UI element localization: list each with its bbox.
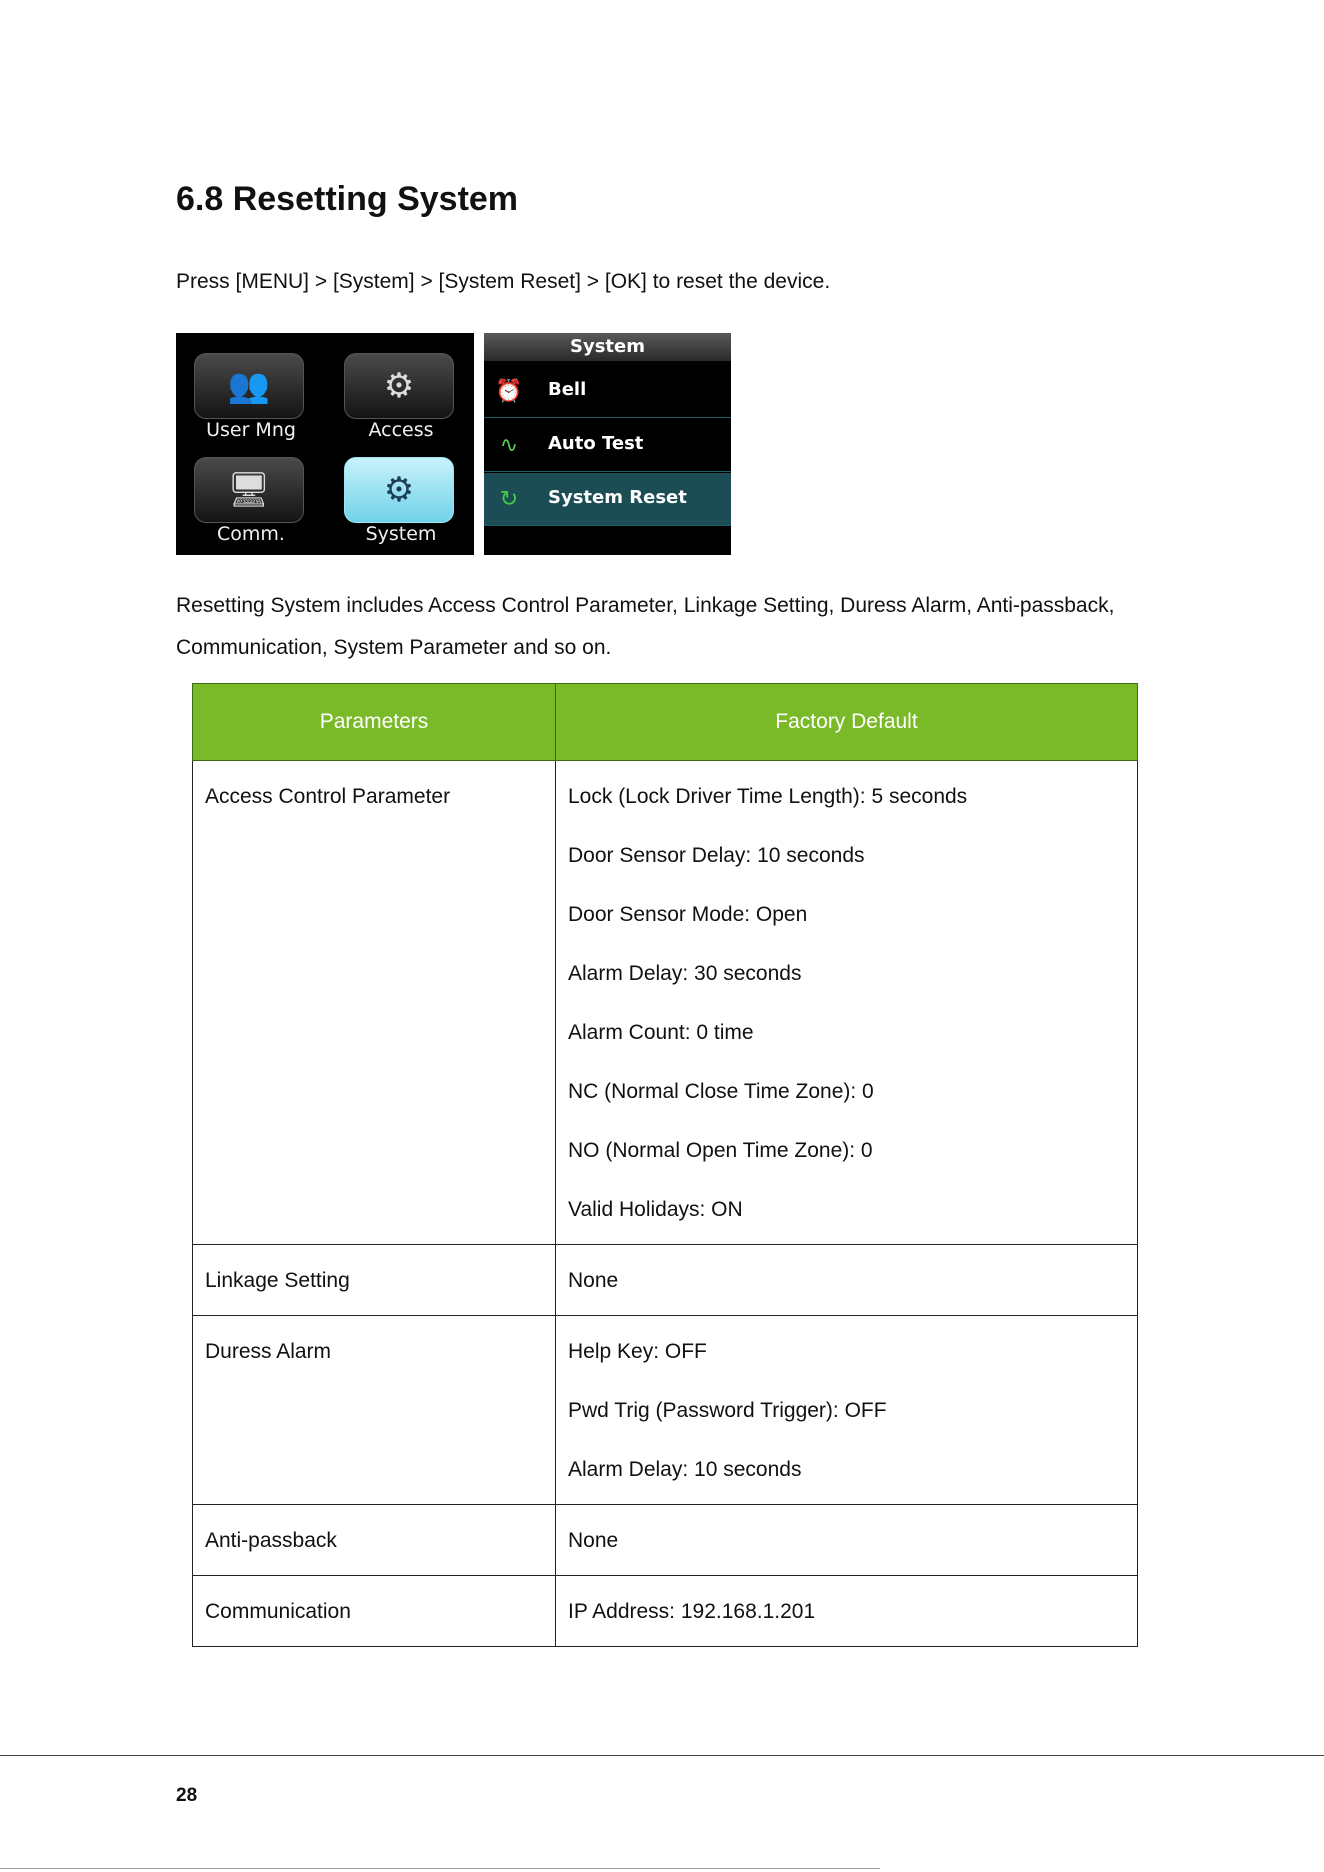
system-menu-title: System (484, 333, 731, 361)
parameter-cell: Communication (193, 1576, 556, 1647)
gear-icon: ⚙ (344, 457, 454, 523)
table-row (193, 1505, 1138, 1576)
table-header-row (193, 684, 1138, 761)
parameter-cell: Duress Alarm (193, 1316, 556, 1505)
main-menu-screenshot (176, 333, 474, 555)
alarm-clock-icon: ⏰ (495, 378, 523, 403)
system-menu-item-label: Bell (548, 379, 587, 400)
factory-defaults-table (192, 683, 1138, 1647)
default-value: Valid Holidays: ON (568, 1198, 743, 1221)
section-title: 6.8 Resetting System (176, 180, 519, 218)
menu-tile-label: Access (368, 419, 434, 441)
default-cell (556, 1505, 1138, 1576)
default-value: Alarm Delay: 30 seconds (568, 962, 802, 985)
parameter-cell: Anti-passback (193, 1505, 556, 1576)
system-menu-item-label: Auto Test (548, 433, 644, 454)
system-menu-item-system-reset (484, 473, 731, 526)
system-menu-item-bell (484, 365, 731, 418)
menu-tile-label: Comm. (217, 523, 285, 545)
default-value: Lock (Lock Driver Time Length): 5 seconds (568, 785, 968, 808)
page-number: 28 (176, 1785, 198, 1806)
description-line-1: Resetting System includes Access Control Parameter, Linkage Setting, Duress Alarm, Anti-passback, (176, 594, 1115, 617)
column-header-parameters: Parameters (193, 684, 556, 761)
reset-arrow-icon: ↻ (499, 486, 519, 511)
column-header-factory-default: Factory Default (556, 684, 1138, 761)
default-value: Pwd Trig (Password Trigger): OFF (568, 1399, 887, 1422)
default-value: None (568, 1269, 619, 1292)
default-value: Alarm Delay: 10 seconds (568, 1458, 802, 1481)
description-line-2: Communication, System Parameter and so on. (176, 636, 612, 659)
parameter-cell: Linkage Setting (193, 1245, 556, 1316)
table-row (193, 761, 1138, 1245)
menu-tile-label: User Mng (206, 419, 296, 441)
parameter-cell: Access Control Parameter (193, 761, 556, 1245)
default-value: None (568, 1529, 619, 1552)
table-row (193, 1245, 1138, 1316)
default-cell (556, 1316, 1138, 1505)
users-icon: 👥 (194, 353, 304, 419)
system-menu-item-label: System Reset (548, 487, 687, 508)
menu-tile-access (326, 333, 474, 441)
footer-divider (0, 1755, 1324, 1756)
door-gear-icon: ⚙ (344, 353, 454, 419)
default-value: Door Sensor Mode: Open (568, 903, 808, 926)
default-value: Help Key: OFF (568, 1340, 707, 1363)
default-cell (556, 761, 1138, 1245)
default-cell (556, 1576, 1138, 1647)
default-value: NO (Normal Open Time Zone): 0 (568, 1139, 873, 1162)
menu-tile-user-mng (176, 333, 326, 441)
default-cell (556, 1245, 1138, 1316)
default-value: IP Address: 192.168.1.201 (568, 1600, 816, 1623)
table-row (193, 1316, 1138, 1505)
default-value: Door Sensor Delay: 10 seconds (568, 844, 865, 867)
system-menu-screenshot (484, 333, 731, 555)
bottom-divider (0, 1868, 880, 1869)
menu-tile-system (326, 437, 474, 545)
default-value: NC (Normal Close Time Zone): 0 (568, 1080, 874, 1103)
intro-instruction: Press [MENU] > [System] > [System Reset] > [OK] to reset the device. (176, 270, 831, 293)
menu-tile-label: System (365, 523, 437, 545)
table-row (193, 1576, 1138, 1647)
monitor-waveform-icon: ∿ (499, 432, 519, 457)
computer-satellite-icon: 🖥 (194, 457, 304, 523)
system-menu-item-auto-test (484, 419, 731, 472)
default-value: Alarm Count: 0 time (568, 1021, 754, 1044)
menu-tile-comm (176, 437, 326, 545)
